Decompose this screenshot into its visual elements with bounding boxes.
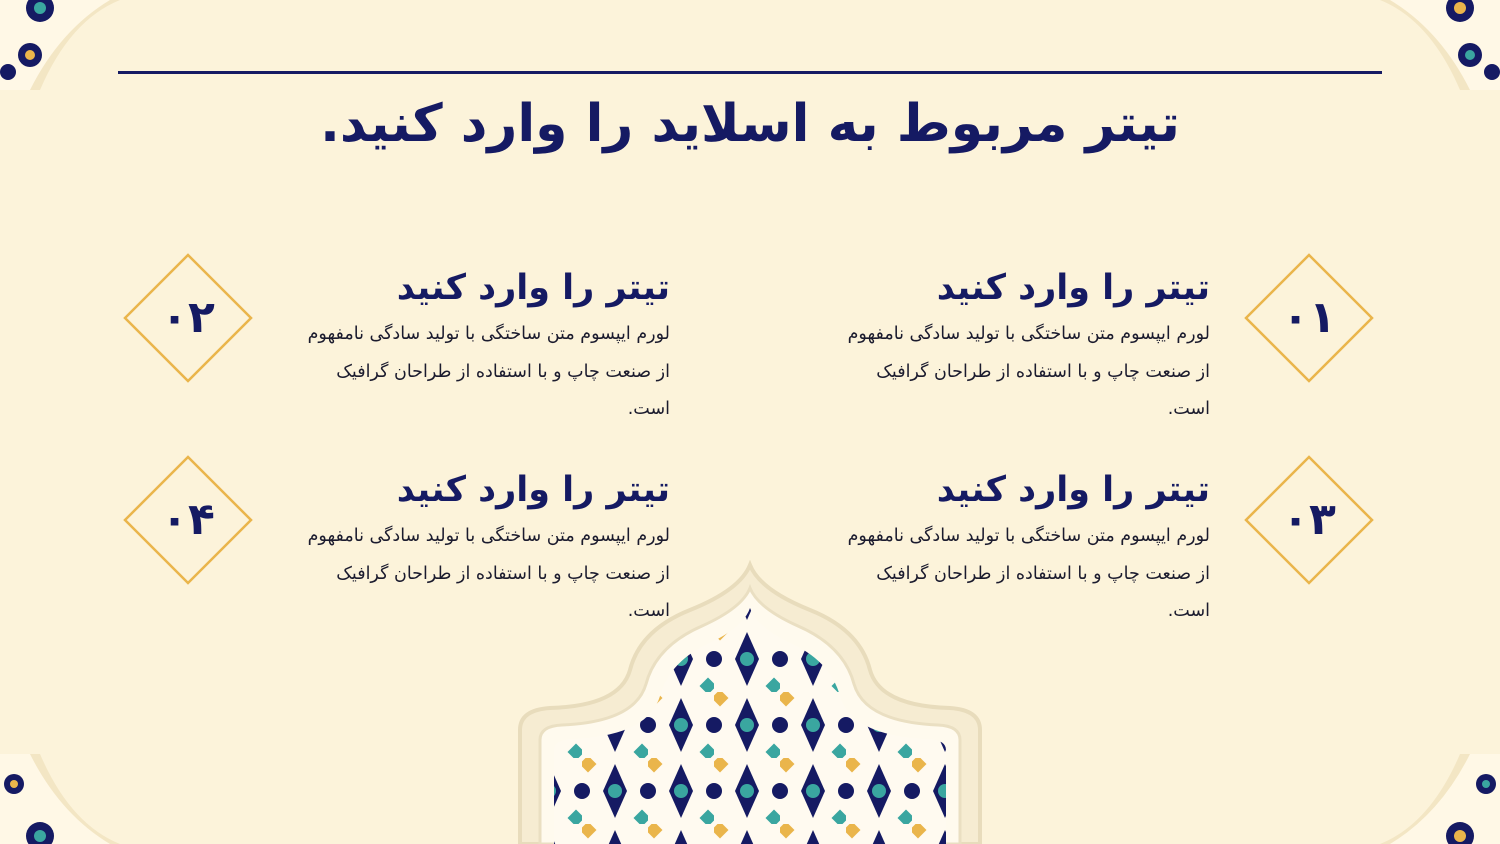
item-title: تیتر را وارد کنید bbox=[936, 470, 1210, 510]
number-badge-04 bbox=[123, 455, 253, 585]
feature-item-03 bbox=[830, 468, 1210, 631]
corner-ornament-top-left bbox=[0, 0, 120, 90]
item-title: تیتر را وارد کنید bbox=[396, 470, 670, 510]
feature-item-02 bbox=[290, 266, 670, 429]
feature-item-04 bbox=[290, 468, 670, 631]
item-number: ۰۳ bbox=[1282, 494, 1336, 545]
corner-ornament-bottom-right bbox=[1380, 754, 1500, 844]
corner-ornament-top-right bbox=[1380, 0, 1500, 90]
item-title: تیتر را وارد کنید bbox=[396, 268, 670, 308]
corner-ornament-bottom-left bbox=[0, 754, 120, 844]
number-badge-03 bbox=[1244, 455, 1374, 585]
title-divider bbox=[118, 71, 1382, 74]
item-number: ۰۴ bbox=[161, 494, 215, 545]
item-body: لورم ایپسوم متن ساختگی با تولید سادگی نامفهوم از صنعت چاپ و با استفاده از طراحان گرافیک است. bbox=[847, 324, 1210, 419]
item-number: ۰۱ bbox=[1282, 292, 1336, 343]
number-badge-01 bbox=[1244, 253, 1374, 383]
item-body: لورم ایپسوم متن ساختگی با تولید سادگی نامفهوم از صنعت چاپ و با استفاده از طراحان گرافیک است. bbox=[307, 526, 670, 621]
slide-title: تیتر مربوط به اسلاید را وارد کنید. bbox=[320, 94, 1180, 154]
item-body: لورم ایپسوم متن ساختگی با تولید سادگی نامفهوم از صنعت چاپ و با استفاده از طراحان گرافیک است. bbox=[307, 324, 670, 419]
item-body: لورم ایپسوم متن ساختگی با تولید سادگی نامفهوم از صنعت چاپ و با استفاده از طراحان گرافیک است. bbox=[847, 526, 1210, 621]
item-title: تیتر را وارد کنید bbox=[936, 268, 1210, 308]
item-number: ۰۲ bbox=[161, 292, 215, 343]
number-badge-02 bbox=[123, 253, 253, 383]
feature-item-01 bbox=[830, 266, 1210, 429]
